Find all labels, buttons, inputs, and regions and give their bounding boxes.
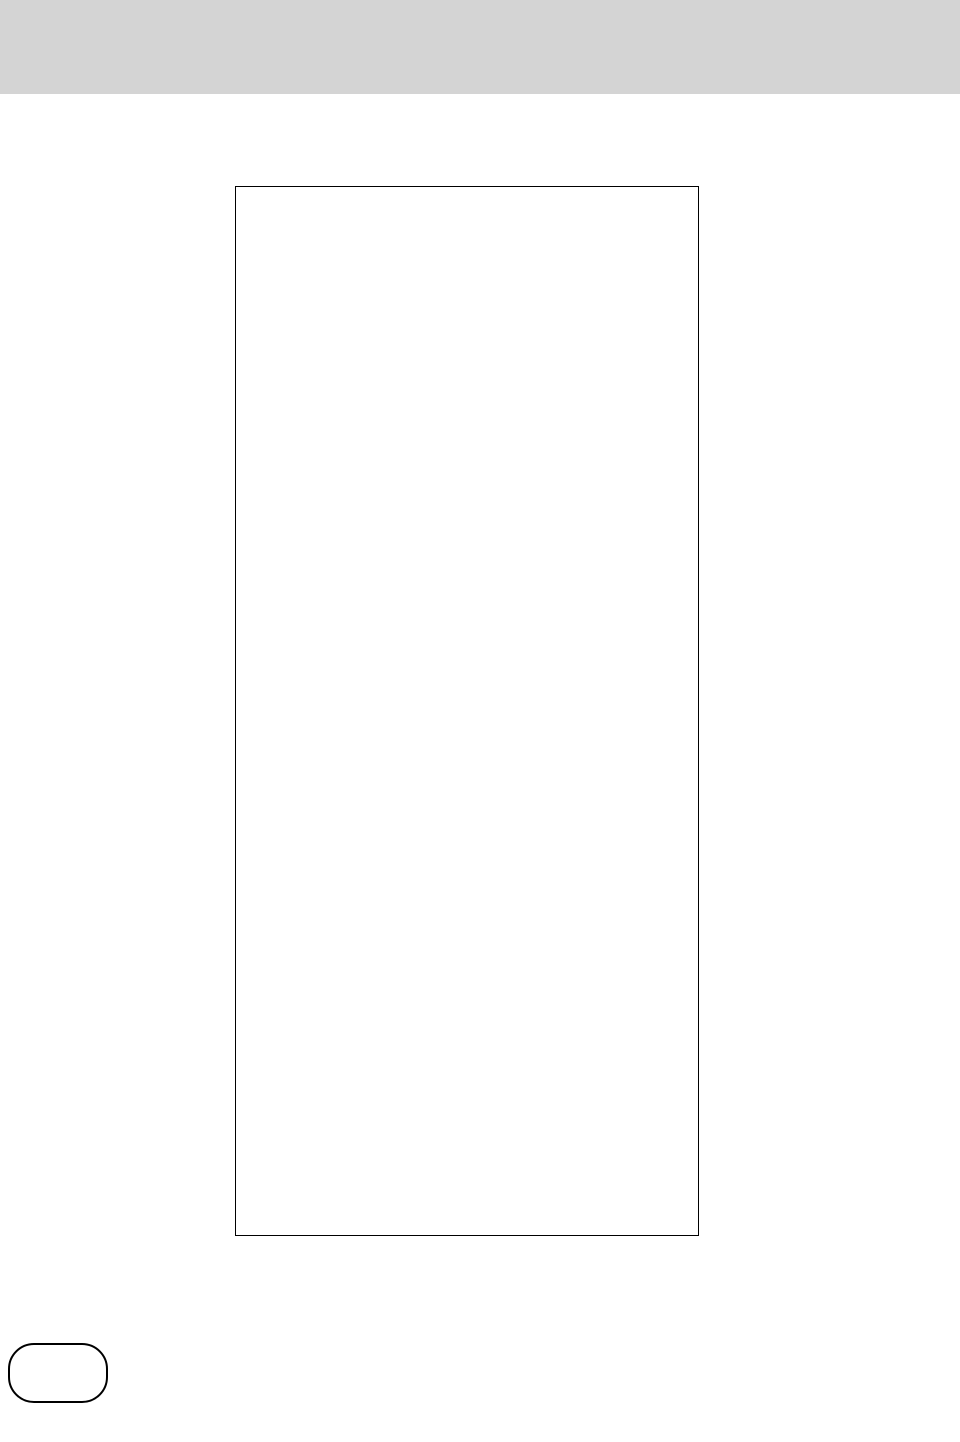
page-title: [0, 0, 960, 50]
language-label: [8, 1343, 108, 1403]
page-header: [0, 0, 960, 94]
product-code: [701, 186, 715, 1236]
country-grid: [235, 186, 699, 1236]
gas-rating-plate: [235, 186, 715, 1236]
rotated-plate-content: [235, 186, 715, 1236]
